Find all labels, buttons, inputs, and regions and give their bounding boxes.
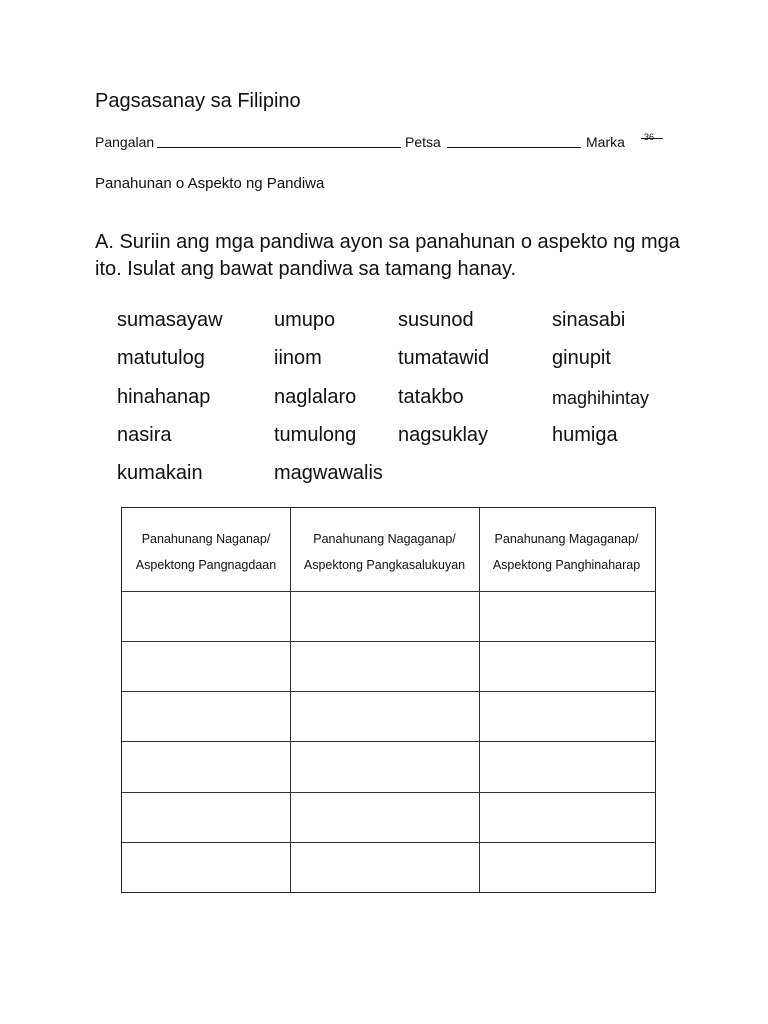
word-item: nagsuklay — [398, 424, 489, 446]
answer-cell[interactable] — [122, 742, 290, 792]
word-item: tumulong — [274, 424, 357, 446]
instructions-text: A. Suriin ang mga pandiwa ayon sa panahunan o aspekto ng mga ito. Isulat ang bawat pandiwa sa tamang hanay. — [95, 231, 680, 280]
answer-cell[interactable] — [479, 692, 654, 741]
word-item: nasira — [117, 424, 172, 446]
word-item: magwawalis — [274, 462, 383, 484]
word-item: ginupit — [552, 347, 611, 369]
answer-cell[interactable] — [122, 692, 290, 741]
word-item: sumasayaw — [117, 309, 223, 331]
word-item: hinahanap — [117, 386, 211, 408]
word-item: humiga — [552, 424, 618, 446]
name-label: Pangalan — [95, 134, 155, 150]
answer-cell[interactable] — [479, 742, 654, 792]
column-header-future: Panahunang Magaganap/ Aspektong Panghinaharap — [492, 532, 641, 572]
word-item: matutulog — [117, 347, 205, 369]
answer-cell[interactable] — [122, 642, 290, 691]
answer-cell[interactable] — [122, 793, 290, 842]
score-denominator: 36 — [644, 132, 655, 142]
word-item: naglalaro — [274, 386, 357, 408]
word-item: kumakain — [117, 462, 203, 484]
answer-cell[interactable] — [290, 592, 479, 641]
answer-cell[interactable] — [290, 642, 479, 691]
section-title: Panahunan o Aspekto ng Pandiwa — [95, 175, 325, 192]
date-blank[interactable] — [447, 147, 581, 148]
answer-cell[interactable] — [122, 592, 290, 641]
answer-cell[interactable] — [479, 793, 654, 842]
column-header-present: Panahunang Nagaganap/ Aspektong Pangkasalukuyan — [303, 532, 466, 572]
word-item: susunod — [398, 309, 474, 331]
answer-cell[interactable] — [290, 742, 479, 792]
word-item: tatakbo — [398, 386, 464, 408]
word-item: maghihintay — [552, 388, 650, 408]
answer-cell[interactable] — [290, 692, 479, 741]
page-title: Pagsasanay sa Filipino — [95, 90, 301, 112]
score-label: Marka — [586, 134, 625, 150]
word-item: sinasabi — [552, 309, 626, 331]
answer-table — [121, 507, 656, 893]
word-item: umupo — [274, 309, 336, 331]
answer-cell[interactable] — [290, 843, 479, 891]
column-header-past: Panahunang Naganap/ Aspektong Pangnagdaan — [135, 532, 277, 572]
answer-cell[interactable] — [122, 843, 290, 891]
name-blank[interactable] — [157, 147, 401, 148]
answer-cell[interactable] — [290, 793, 479, 842]
date-label: Petsa — [405, 134, 441, 150]
answer-cell[interactable] — [479, 592, 654, 641]
answer-cell[interactable] — [479, 843, 654, 891]
word-item: tumatawid — [398, 347, 490, 369]
word-item: iinom — [274, 347, 322, 369]
answer-cell[interactable] — [479, 642, 654, 691]
